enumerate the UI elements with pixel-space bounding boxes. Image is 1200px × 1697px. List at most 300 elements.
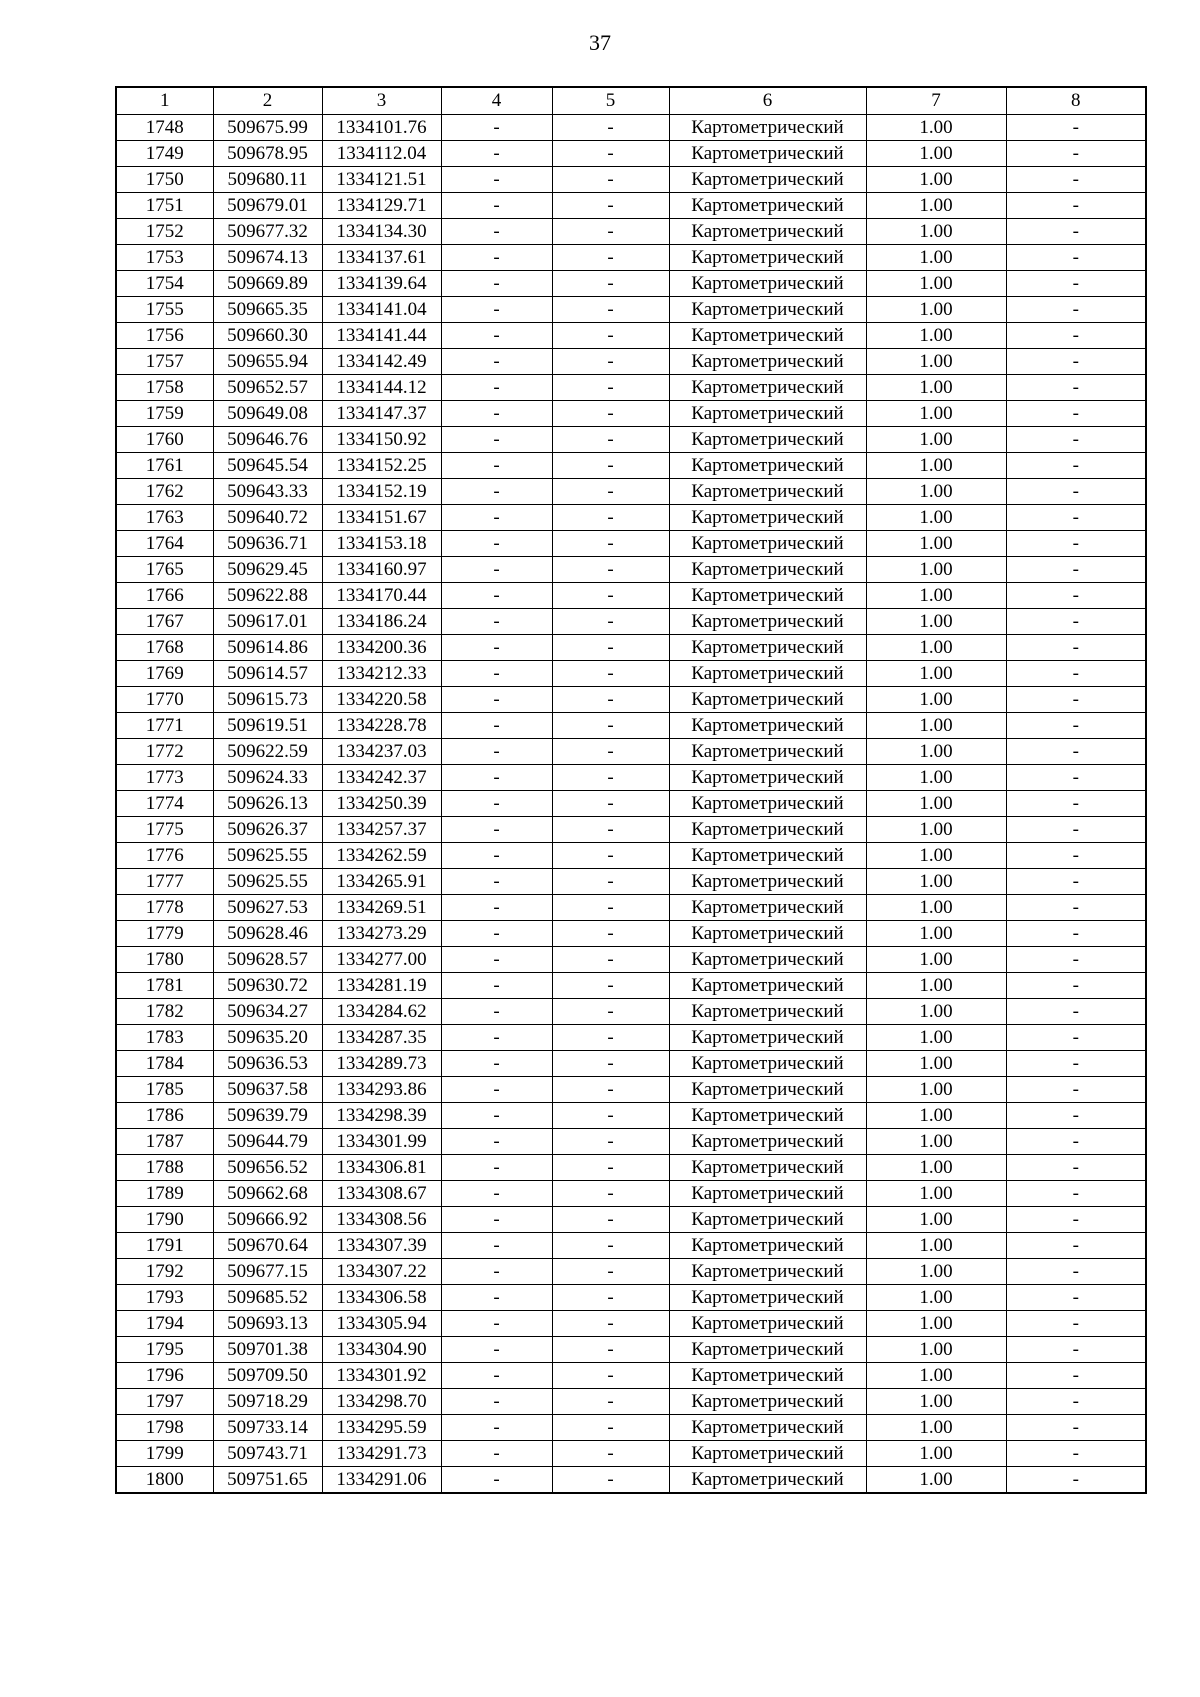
table-row — [116, 635, 1146, 661]
table-row — [116, 1415, 1146, 1441]
table-cell: 509644.79 — [213, 1129, 322, 1155]
table-cell: 1334298.39 — [322, 1103, 441, 1129]
table-cell: Картометрический — [669, 635, 866, 661]
table-cell: - — [552, 635, 669, 661]
table-cell: 509630.72 — [213, 973, 322, 999]
table-cell: 1768 — [116, 635, 213, 661]
table-cell: 1.00 — [866, 323, 1006, 349]
table-cell: - — [441, 1415, 552, 1441]
table-cell: - — [1006, 271, 1146, 297]
table-row — [116, 193, 1146, 219]
table-cell: - — [441, 1051, 552, 1077]
table-cell: 1787 — [116, 1129, 213, 1155]
table-cell: 1800 — [116, 1467, 213, 1494]
table-cell: Картометрический — [669, 505, 866, 531]
table-cell: 1.00 — [866, 271, 1006, 297]
table-cell: 1750 — [116, 167, 213, 193]
table-cell: - — [1006, 323, 1146, 349]
table-cell: 1334298.70 — [322, 1389, 441, 1415]
table-cell: - — [441, 1389, 552, 1415]
table-cell: - — [1006, 765, 1146, 791]
table-cell: 1334262.59 — [322, 843, 441, 869]
table-cell: - — [441, 999, 552, 1025]
table-cell: - — [1006, 349, 1146, 375]
table-cell: 509645.54 — [213, 453, 322, 479]
table-cell: Картометрический — [669, 1077, 866, 1103]
table-cell: - — [552, 531, 669, 557]
table-cell: - — [552, 973, 669, 999]
table-cell: 1334160.97 — [322, 557, 441, 583]
table-cell: - — [552, 1441, 669, 1467]
table-cell: - — [552, 479, 669, 505]
table-cell: 1334308.56 — [322, 1207, 441, 1233]
table-row — [116, 713, 1146, 739]
table-cell: 509666.92 — [213, 1207, 322, 1233]
table-cell: 1.00 — [866, 557, 1006, 583]
table-cell: 1758 — [116, 375, 213, 401]
table-cell: - — [1006, 115, 1146, 141]
table-cell: - — [441, 557, 552, 583]
table-row — [116, 297, 1146, 323]
table-cell: 1.00 — [866, 947, 1006, 973]
table-cell: 509628.57 — [213, 947, 322, 973]
table-cell: 1773 — [116, 765, 213, 791]
table-cell: 1.00 — [866, 1363, 1006, 1389]
table-cell: - — [552, 349, 669, 375]
table-cell: 1753 — [116, 245, 213, 271]
table-cell: - — [552, 713, 669, 739]
table-cell: Картометрический — [669, 739, 866, 765]
table-row — [116, 453, 1146, 479]
table-cell: 1782 — [116, 999, 213, 1025]
header-cell: 8 — [1006, 87, 1146, 115]
table-cell: 509619.51 — [213, 713, 322, 739]
table-cell: Картометрический — [669, 557, 866, 583]
table-cell: 1774 — [116, 791, 213, 817]
table-cell: Картометрический — [669, 999, 866, 1025]
table-row — [116, 1363, 1146, 1389]
table-cell: Картометрический — [669, 713, 866, 739]
table-cell: 1.00 — [866, 1155, 1006, 1181]
table-cell: Картометрический — [669, 453, 866, 479]
table-cell: - — [552, 921, 669, 947]
table-row — [116, 1025, 1146, 1051]
table-cell: 1334273.29 — [322, 921, 441, 947]
table-cell: 1.00 — [866, 1311, 1006, 1337]
table-cell: - — [441, 141, 552, 167]
table-row — [116, 115, 1146, 141]
table-cell: 509614.57 — [213, 661, 322, 687]
table-cell: 1.00 — [866, 141, 1006, 167]
table-cell: 1.00 — [866, 375, 1006, 401]
table-cell: - — [1006, 661, 1146, 687]
header-cell: 5 — [552, 87, 669, 115]
table-cell: 1334139.64 — [322, 271, 441, 297]
table-cell: - — [1006, 1155, 1146, 1181]
table-cell: 1.00 — [866, 1337, 1006, 1363]
table-cell: - — [441, 1025, 552, 1051]
table-cell: - — [552, 609, 669, 635]
table-cell: 1334212.33 — [322, 661, 441, 687]
table-row — [116, 1337, 1146, 1363]
table-cell: 509649.08 — [213, 401, 322, 427]
table-cell: 509677.15 — [213, 1259, 322, 1285]
table-cell: - — [552, 1363, 669, 1389]
table-row — [116, 219, 1146, 245]
table-cell: - — [1006, 1051, 1146, 1077]
table-cell: - — [1006, 375, 1146, 401]
table-cell: Картометрический — [669, 1155, 866, 1181]
table-cell: - — [441, 115, 552, 141]
table-row — [116, 349, 1146, 375]
table-cell: 1334257.37 — [322, 817, 441, 843]
table-cell: 509733.14 — [213, 1415, 322, 1441]
table-cell: Картометрический — [669, 323, 866, 349]
table-cell: 1.00 — [866, 739, 1006, 765]
table-cell: 1772 — [116, 739, 213, 765]
table-cell: 1791 — [116, 1233, 213, 1259]
table-cell: 1749 — [116, 141, 213, 167]
table-cell: 1799 — [116, 1441, 213, 1467]
table-cell: 1.00 — [866, 765, 1006, 791]
table-cell: 1.00 — [866, 791, 1006, 817]
table-cell: - — [552, 167, 669, 193]
table-cell: - — [552, 245, 669, 271]
table-cell: - — [1006, 1337, 1146, 1363]
table-cell: 1765 — [116, 557, 213, 583]
table-cell: 1.00 — [866, 713, 1006, 739]
table-cell: 1334306.58 — [322, 1285, 441, 1311]
table-cell: Картометрический — [669, 193, 866, 219]
table-cell: - — [1006, 739, 1146, 765]
table-cell: 1.00 — [866, 1207, 1006, 1233]
table-cell: 1763 — [116, 505, 213, 531]
table-cell: - — [552, 401, 669, 427]
table-cell: - — [441, 687, 552, 713]
table-cell: Картометрический — [669, 1285, 866, 1311]
table-cell: 1.00 — [866, 453, 1006, 479]
table-cell: 1334301.92 — [322, 1363, 441, 1389]
table-cell: 1771 — [116, 713, 213, 739]
table-cell: 1334291.06 — [322, 1467, 441, 1494]
table-cell: Картометрический — [669, 1415, 866, 1441]
table-cell: Картометрический — [669, 765, 866, 791]
table-cell: 509693.13 — [213, 1311, 322, 1337]
table-cell: 1334250.39 — [322, 791, 441, 817]
table-cell: - — [441, 1181, 552, 1207]
table-cell: - — [441, 921, 552, 947]
table-cell: - — [1006, 1363, 1146, 1389]
table-cell: 1.00 — [866, 999, 1006, 1025]
table-cell: Картометрический — [669, 947, 866, 973]
table-cell: 1792 — [116, 1259, 213, 1285]
table-cell: 1788 — [116, 1155, 213, 1181]
table-row — [116, 921, 1146, 947]
table-cell: - — [1006, 401, 1146, 427]
table-cell: - — [552, 193, 669, 219]
table-cell: 1.00 — [866, 1181, 1006, 1207]
table-cell: Картометрический — [669, 869, 866, 895]
table-row — [116, 1311, 1146, 1337]
table-cell: 1755 — [116, 297, 213, 323]
table-cell: - — [441, 1363, 552, 1389]
table-cell: 1334287.35 — [322, 1025, 441, 1051]
table-cell: 509718.29 — [213, 1389, 322, 1415]
table-cell: - — [1006, 1077, 1146, 1103]
table-cell: - — [552, 999, 669, 1025]
table-cell: - — [1006, 1441, 1146, 1467]
table-cell: - — [441, 973, 552, 999]
table-row — [116, 505, 1146, 531]
table-cell: - — [441, 453, 552, 479]
table-cell: 1760 — [116, 427, 213, 453]
table-cell: 1334306.81 — [322, 1155, 441, 1181]
table-row — [116, 1467, 1146, 1494]
table-cell: - — [552, 661, 669, 687]
table-cell: - — [1006, 1181, 1146, 1207]
table-cell: 1.00 — [866, 661, 1006, 687]
table-cell: 1334220.58 — [322, 687, 441, 713]
table-cell: 1798 — [116, 1415, 213, 1441]
table-cell: 509628.46 — [213, 921, 322, 947]
table-cell: Картометрический — [669, 817, 866, 843]
table-cell: 509652.57 — [213, 375, 322, 401]
table-cell: 1.00 — [866, 1077, 1006, 1103]
table-cell: - — [1006, 505, 1146, 531]
table-cell: - — [441, 609, 552, 635]
table-cell: 1.00 — [866, 1025, 1006, 1051]
table-cell: 1.00 — [866, 1415, 1006, 1441]
table-cell: - — [552, 1311, 669, 1337]
table-cell: 1751 — [116, 193, 213, 219]
table-cell: 1.00 — [866, 895, 1006, 921]
table-cell: - — [441, 895, 552, 921]
table-cell: 1761 — [116, 453, 213, 479]
table-cell: - — [441, 583, 552, 609]
table-body — [116, 87, 1146, 1493]
table-cell: 509624.33 — [213, 765, 322, 791]
table-cell: 1.00 — [866, 1259, 1006, 1285]
table-cell: 1334141.44 — [322, 323, 441, 349]
table-cell: - — [441, 193, 552, 219]
table-cell: - — [1006, 193, 1146, 219]
table-cell: - — [552, 1233, 669, 1259]
table-cell: 509625.55 — [213, 869, 322, 895]
table-cell: 1334269.51 — [322, 895, 441, 921]
header-row — [116, 87, 1146, 115]
table-cell: - — [441, 297, 552, 323]
table-cell: - — [1006, 453, 1146, 479]
table-cell: - — [441, 661, 552, 687]
table-cell: - — [441, 1103, 552, 1129]
table-cell: - — [1006, 1415, 1146, 1441]
table-cell: - — [552, 765, 669, 791]
header-cell: 1 — [116, 87, 213, 115]
table-cell: - — [1006, 1129, 1146, 1155]
table-cell: 1.00 — [866, 921, 1006, 947]
table-cell: 1.00 — [866, 297, 1006, 323]
table-cell: - — [1006, 921, 1146, 947]
table-row — [116, 245, 1146, 271]
table-cell: 509677.32 — [213, 219, 322, 245]
table-cell: - — [552, 115, 669, 141]
table-cell: 509614.86 — [213, 635, 322, 661]
table-cell: Картометрический — [669, 1311, 866, 1337]
table-cell: 509617.01 — [213, 609, 322, 635]
table-cell: Картометрический — [669, 661, 866, 687]
table-cell: 1.00 — [866, 115, 1006, 141]
table-cell: - — [552, 1415, 669, 1441]
table-cell: - — [552, 947, 669, 973]
table-cell: - — [441, 219, 552, 245]
table-cell: 1334153.18 — [322, 531, 441, 557]
table-cell: - — [1006, 1103, 1146, 1129]
table-cell: - — [552, 1051, 669, 1077]
table-cell: 1.00 — [866, 505, 1006, 531]
table-cell: - — [441, 947, 552, 973]
table-cell: - — [441, 1207, 552, 1233]
table-cell: 509670.64 — [213, 1233, 322, 1259]
table-row — [116, 739, 1146, 765]
table-cell: 1.00 — [866, 531, 1006, 557]
table-cell: 509665.35 — [213, 297, 322, 323]
table-cell: 1334112.04 — [322, 141, 441, 167]
table-cell: - — [552, 1285, 669, 1311]
table-cell: 1334152.19 — [322, 479, 441, 505]
table-row — [116, 1077, 1146, 1103]
table-cell: 1.00 — [866, 869, 1006, 895]
table-cell: - — [1006, 1259, 1146, 1285]
table-cell: - — [1006, 1285, 1146, 1311]
table-cell: Картометрический — [669, 1129, 866, 1155]
table-cell: - — [552, 1103, 669, 1129]
table-cell: 1752 — [116, 219, 213, 245]
table-row — [116, 791, 1146, 817]
table-cell: Картометрический — [669, 1181, 866, 1207]
table-cell: Картометрический — [669, 1207, 866, 1233]
table-cell: - — [552, 583, 669, 609]
table-cell: 1.00 — [866, 479, 1006, 505]
table-cell: - — [552, 505, 669, 531]
table-cell: - — [1006, 817, 1146, 843]
table-cell: - — [441, 869, 552, 895]
table-cell: 509625.55 — [213, 843, 322, 869]
table-cell: 1.00 — [866, 1467, 1006, 1494]
table-cell: 1.00 — [866, 1233, 1006, 1259]
table-cell: 509637.58 — [213, 1077, 322, 1103]
table-cell: 1.00 — [866, 1389, 1006, 1415]
table-cell: 1.00 — [866, 973, 1006, 999]
table-cell: - — [441, 713, 552, 739]
table-cell: 509626.13 — [213, 791, 322, 817]
table-cell: - — [552, 1259, 669, 1285]
table-cell: 1777 — [116, 869, 213, 895]
table-cell: 1757 — [116, 349, 213, 375]
table-cell: - — [1006, 167, 1146, 193]
table-cell: - — [1006, 583, 1146, 609]
table-cell: 1334301.99 — [322, 1129, 441, 1155]
table-cell: - — [1006, 219, 1146, 245]
table-cell: 1334242.37 — [322, 765, 441, 791]
table-cell: 1.00 — [866, 817, 1006, 843]
table-row — [116, 817, 1146, 843]
table-cell: 1.00 — [866, 1051, 1006, 1077]
table-cell: 1.00 — [866, 1285, 1006, 1311]
table-cell: - — [441, 1467, 552, 1494]
table-cell: - — [552, 1155, 669, 1181]
table-cell: Картометрический — [669, 895, 866, 921]
table-row — [116, 687, 1146, 713]
table-cell: 1334237.03 — [322, 739, 441, 765]
table-cell: 1776 — [116, 843, 213, 869]
table-cell: 1334281.19 — [322, 973, 441, 999]
table-cell: - — [1006, 791, 1146, 817]
table-cell: 1778 — [116, 895, 213, 921]
table-cell: - — [552, 843, 669, 869]
table-cell: - — [441, 739, 552, 765]
table-row — [116, 869, 1146, 895]
table-cell: 509629.45 — [213, 557, 322, 583]
table-cell: - — [441, 635, 552, 661]
table-cell: 509656.52 — [213, 1155, 322, 1181]
table-cell: Картометрический — [669, 1337, 866, 1363]
header-cell: 3 — [322, 87, 441, 115]
table-cell: - — [441, 1311, 552, 1337]
table-cell: 1334121.51 — [322, 167, 441, 193]
table-row — [116, 531, 1146, 557]
table-cell: - — [1006, 869, 1146, 895]
table-cell: Картометрический — [669, 583, 866, 609]
table-cell: Картометрический — [669, 1233, 866, 1259]
table-cell: 1762 — [116, 479, 213, 505]
table-cell: Картометрический — [669, 973, 866, 999]
table-cell: 509636.53 — [213, 1051, 322, 1077]
table-cell: - — [552, 869, 669, 895]
table-row — [116, 1441, 1146, 1467]
table-row — [116, 375, 1146, 401]
table-cell: - — [441, 1233, 552, 1259]
table-cell: 509679.01 — [213, 193, 322, 219]
table-row — [116, 1259, 1146, 1285]
table-cell: 1795 — [116, 1337, 213, 1363]
table-cell: 509743.71 — [213, 1441, 322, 1467]
table-cell: 1334291.73 — [322, 1441, 441, 1467]
table-row — [116, 1103, 1146, 1129]
table-cell: - — [552, 687, 669, 713]
table-cell: 1334293.86 — [322, 1077, 441, 1103]
table-cell: - — [552, 739, 669, 765]
table-cell: - — [441, 1259, 552, 1285]
table-cell: - — [1006, 609, 1146, 635]
table-cell: Картометрический — [669, 921, 866, 947]
header-cell: 6 — [669, 87, 866, 115]
table-cell: 1.00 — [866, 1441, 1006, 1467]
table-cell: Картометрический — [669, 609, 866, 635]
table-cell: Картометрический — [669, 1025, 866, 1051]
table-cell: - — [552, 219, 669, 245]
table-cell: Картометрический — [669, 219, 866, 245]
table-cell: - — [1006, 479, 1146, 505]
table-cell: - — [441, 167, 552, 193]
table-cell: - — [1006, 245, 1146, 271]
table-cell: - — [552, 1389, 669, 1415]
table-row — [116, 1389, 1146, 1415]
table-cell: 1334134.30 — [322, 219, 441, 245]
table-cell: 1.00 — [866, 219, 1006, 245]
table-cell: - — [552, 1467, 669, 1494]
table-cell: - — [552, 1181, 669, 1207]
table-cell: 1784 — [116, 1051, 213, 1077]
